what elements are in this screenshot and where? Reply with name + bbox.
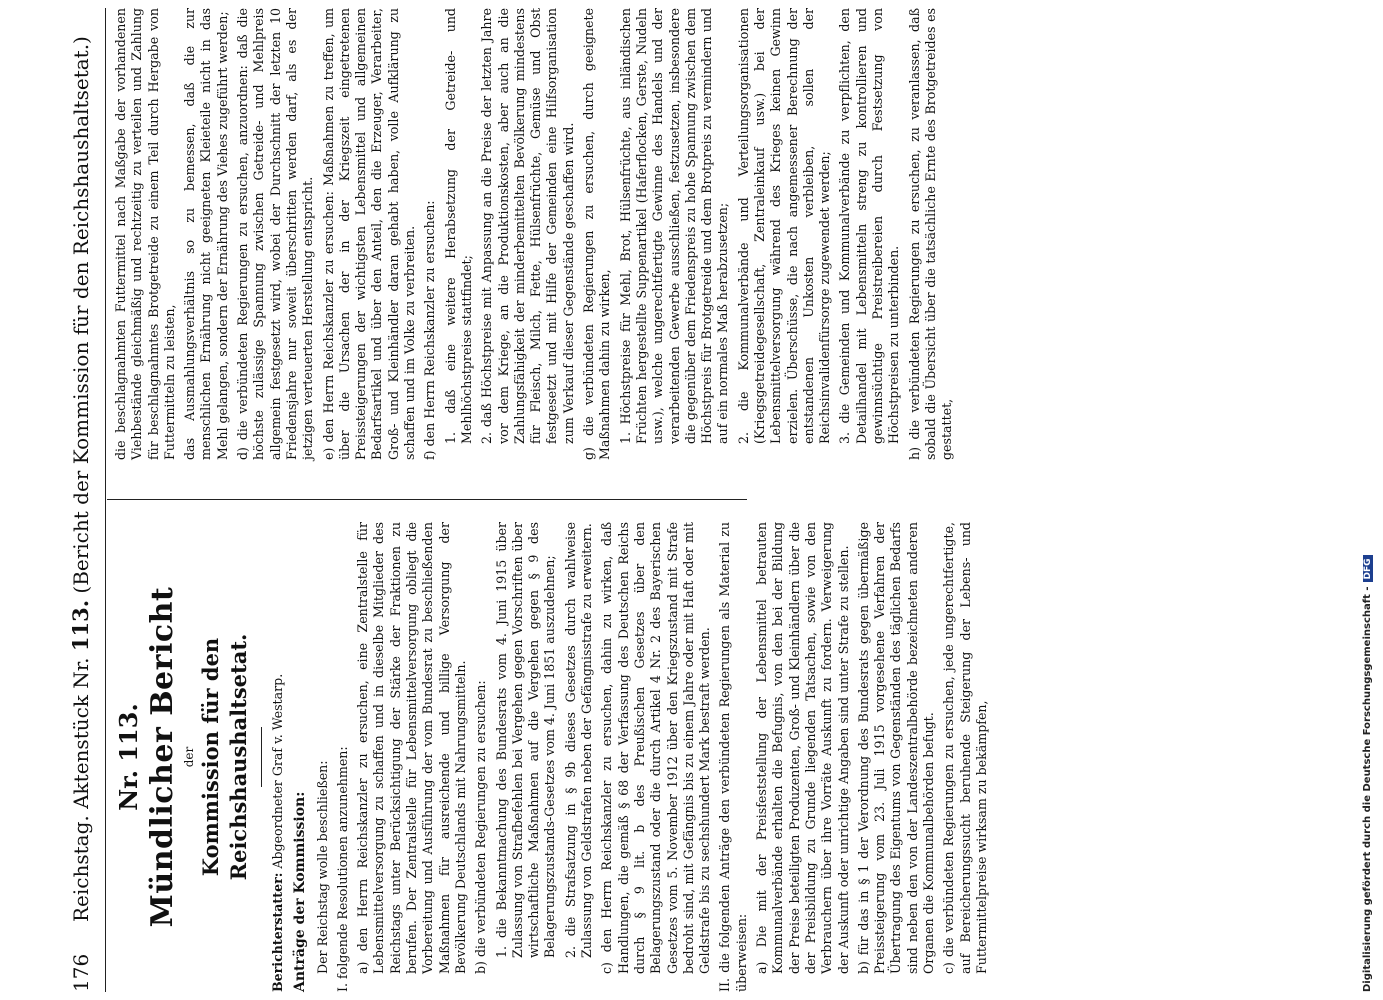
continuation-1: die beschlagnahmten Futtermittel nach Maßgabe der vorhandenen Viehbestände gleichmäßig und rechtzeitig zu verteilen und Zahlung für beschlagnahmtes Brotgetreide zu einem Teil durch Hergabe von Futtermitteln zu leisten, — [113, 8, 177, 460]
item-f-2: 2. daß Höchstpreise mit Anpassung an die Preise der letzten Jahre vor dem Kriege, an die Produktionskosten, aber auch an die Zahlungsfähigkeit der minderbemittelten Bevölkerung mindestens für Fleisch, Milch, Fette, Hülsenfrüchte, Gemüse und Obst festgesetzt und mit Hilfe der Gemeinden eine Hilfsorganisation zum Verkauf dieser Gegenstände geschaffen wird. — [479, 8, 576, 444]
intro-text: Der Reichstag wolle beschließen: — [314, 760, 330, 974]
right-column — [113, 8, 960, 478]
continuation-2: das Ausmahlungsverhältnis so zu bemessen, daß die zur menschlichen Ernährung nicht geeigneten Kleieteile nicht in das Mehl gelangen, sondern der Ernährung des Viehes zugeführt werden; — [182, 8, 230, 460]
item-g-1: 1. Höchstpreise für Mehl, Brot, Hülsenfrüchte, aus inländischen Früchten hergestellte Suppenartikel (Haferflocken, Gerste, Nudeln usw.), welche ungerechtfertigte Gewinne des Handels und der verarbeitenden Gewerbe ausschließen, festzusetzen, insbesondere die gegenüber dem Friedenspreis zu hohe Spannung zwischen dem Höchstpreis für Brotgetreide und dem Brotpreis zu vermindern und auf ein normales Maß herabzusetzen; — [617, 8, 731, 444]
left-column — [113, 522, 994, 992]
item-f-1: 1. daß eine weitere Herabsetzung der Getreide- und Mehlhöchstpreise stattfindet; — [442, 8, 474, 444]
section-I: I. folgende Resolutionen anzunehmen: — [334, 746, 350, 992]
item-f: f) den Herrn Reichskanzler zu ersuchen: — [422, 200, 438, 460]
item-II-c: c) die verbündeten Regierungen zu ersuchen, jede ungerechtfertigte, auf Bereicherungssucht beruhende Steigerung der Lebens- und Futtermittelpreise wirksam zu bekämpfen, — [941, 522, 989, 974]
item-I-a: a) den Herrn Reichskanzler zu ersuchen, eine Zentralstelle für Lebensmittelversorgung zu schaffen und in dieselbe Mitglieder des Reichstags unter Berücksichtigung der Stärke der Fraktionen zu berufen. Der Zentralstelle für Lebensmittelversorgung obliegt die Vorbereitung und Ausführung der vom Bundesrat zu beschließenden Maßnahmen für ausreichende und billige Versorgung der Bevölkerung Deutschlands mit Nahrungsmitteln. — [355, 522, 468, 974]
page-number: 176 — [69, 953, 93, 992]
section-II: II. die folgenden Anträge den verbündeten Regierungen als Material zu überweisen: — [717, 522, 749, 992]
reporter-line — [270, 522, 286, 992]
running-title: Reichstag. Aktenstück Nr. — [69, 657, 93, 922]
item-g-2: 2. die Kommunalverbände und Verteilungsorganisationen (Kriegsgetreidegesellschaft, Zentraleinkauf usw.) bei der Lebensmittelversorgung während des Krieges keinen Gewinn erzielen. Überschüsse, die nach angemessener Berechnung der entstandenen Unkosten verbleiben, sollen der Reichsinvalidenfürsorge zugewendet werden; — [735, 8, 833, 444]
item-I-b: b) die verbündeten Regierungen zu ersuchen: — [473, 680, 489, 974]
item-d: d) die verbündeten Regierungen zu ersuchen, anzuordnen: daß die höchste zulässige Spannung zwischen Getreide- und Mehlpreis allgemein festgesetzt wird, wobei der Durchschnitt der letzten 10 Friedensjahre nur soweit überschritten werden darf, als es der jetzigen verteuerten Herstellung entspricht. — [235, 8, 316, 460]
title-main: Mündlicher Bericht — [145, 586, 180, 928]
digitization-text: Digitalisierung gefördert durch die Deutsche Forschungsgemeinschaft - — [1362, 586, 1373, 992]
reporter-label: Berichterstatter: — [270, 872, 285, 992]
reporter-name: Abgeordneter Graf v. Westarp. — [270, 673, 285, 869]
title-number: Nr. 113. — [114, 703, 143, 811]
rotated-content — [55, 0, 1355, 1000]
running-subject: (Bericht der Kommission für den Reichshaushaltsetat.) — [69, 36, 93, 594]
item-g-3: 3. die Gemeinden und Kommunalverbände zu verpflichten, den Detailhandel mit Lebensmitteln streng zu kontrollieren und gewinnsüchtige Preistreibereien durch Festsetzung von Höchstpreisen zu unterbinden. — [837, 8, 902, 444]
item-h: h) die verbündeten Regierungen zu ersuchen, zu veranlassen, daß sobald die Übersicht über die tatsächliche Ernte des Brotgetreides es gestattet, — [906, 8, 955, 460]
title-commission: Kommission für den Reichshaushaltsetat. — [198, 633, 251, 881]
item-II-a: a) Die mit der Preisfeststellung der Lebensmittel betrauten Kommunalverbände erhalten die Befugnis, von den bei der Bildung der Preise beteiligten Produzenten, Groß- und Kleinhändlern über die der Preisbildung zu Grunde liegenden Tatsachen, sowie von den Verbrauchern über ihre Vorräte Auskunft zu fordern. Verweigerung der Auskunft oder unrichtige Angaben sind unter Strafe zu stellen. — [754, 522, 851, 974]
item-II-b: b) für das in § 1 der Verordnung des Bundesrats gegen übermäßige Preissteigerung vom 23. Juli 1915 vorgesehene Verfahren der Übertragung des Eigentums von Gegenständen des täglichen Bedarfs sind neben den von der Landeszentralbehörde bezeichneten anderen Organen die Kommunalbehörden befugt. — [855, 522, 936, 974]
header-rule — [105, 8, 106, 992]
dfg-logo: DFG — [1363, 555, 1373, 582]
item-e: e) den Herrn Reichskanzler zu ersuchen: Maßnahmen zu treffen, um über die Ursachen der in der Kriegszeit eingetretenen Preissteigerungen der wichtigsten Lebensmittel und allgemeinen Bedarfsartikel und über den Anteil, den die Erzeuger, Verarbeiter, Groß- und Kleinhändler daran gehabt haben, volle Aufklärung zu schaffen und im Volke zu verbreiten. — [320, 8, 418, 460]
item-I-c: c) den Herrn Reichskanzler zu ersuchen, dahin zu wirken, daß Handlungen, die gemäß § 68 der Verfassung des Deutschen Reichs durch § 9 lit. b des Preußischen Gesetzes über den Belagerungszustand oder die durch Artikel 4 Nr. 2 des Bayerischen Gesetzes vom 5. November 1912 über den Kriegszustand mit Strafe bedroht sind, mit Gefängnis bis zu einem Jahre oder mit Haft oder mit Geldstrafe bis zu sechshundert Mark bestraft werden. — [599, 522, 713, 974]
motions-heading: Anträge der Kommission: — [292, 791, 309, 992]
item-g: g) die verbündeten Regierungen zu ersuchen, durch geeignete Maßnahmen dahin zu wirken, — [581, 8, 613, 460]
title-der: der — [182, 746, 196, 768]
item-I-b-2: 2. die Strafsatzung in § 9b dieses Gesetzes durch wahlweise Zulassung von Geldstrafen neben der Gefängnisstrafe zu erweitern. — [562, 522, 595, 958]
document-number: 113. — [68, 599, 93, 652]
column-divider — [107, 499, 747, 500]
running-header — [61, 8, 101, 992]
title-separator — [261, 727, 262, 787]
item-I-b-1: 1. die Bekanntmachung des Bundesrats vom 4. Juni 1915 über Zulassung von Strafbefehlen bei Vergehen gegen Vorschriften über wirtschaftliche Maßnahmen auf die Vergehen gegen § 9 des Belagerungszustands-Gesetzes vom 4. Juni 1851 auszudehnen; — [493, 522, 558, 958]
digitization-note — [1362, 8, 1373, 992]
